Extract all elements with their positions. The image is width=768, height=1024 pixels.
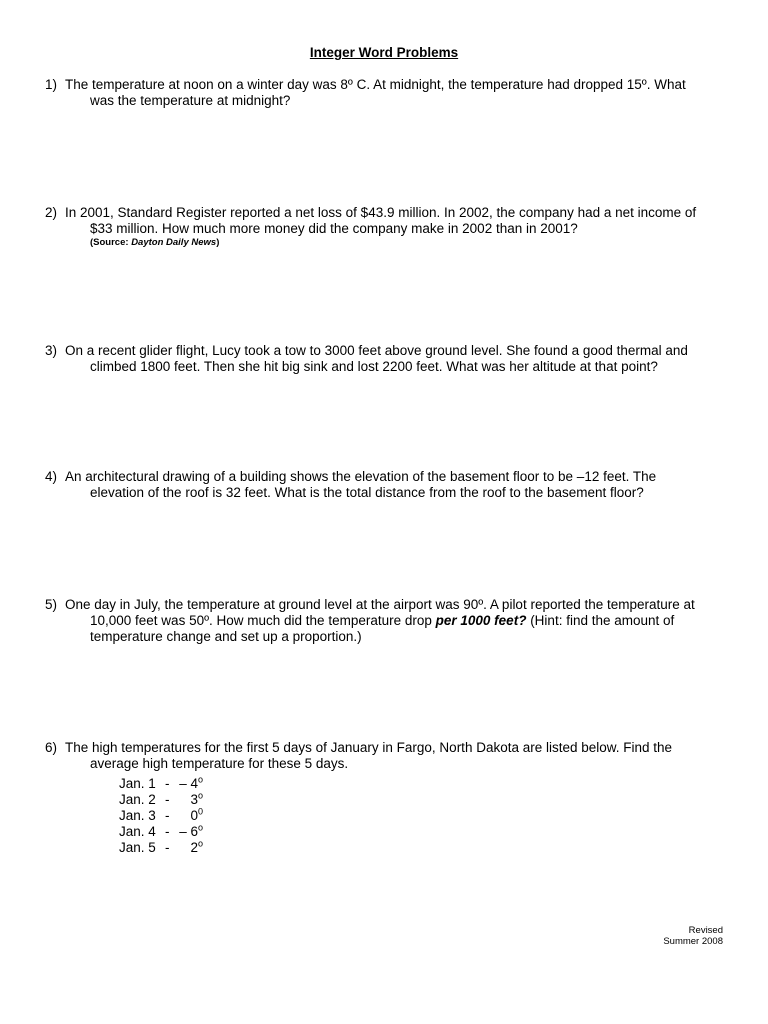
temperature-list [119,776,239,856]
source-close: ) [216,237,220,248]
temperature-row [119,808,239,824]
degree-mark: 0 [197,806,203,817]
problem-text-line: was the temperature at midnight? [90,93,291,108]
problem-text-line: The temperature at noon on a winter day was 8º C. At midnight, the temperature had dropped 15º. What [65,77,686,92]
problem-2 [45,205,735,249]
value-text: – 4 [179,776,198,791]
problem-5 [45,597,735,645]
problem-4 [45,469,735,501]
value-text: – 6 [179,824,198,839]
problem-number: 3) [45,343,58,358]
problem-text-line: climbed 1800 feet. Then she hit big sink and lost 2200 feet. What was her altitude at that point? [90,359,658,374]
problem-text-line: One day in July, the temperature at ground level at the airport was 90º. A pilot reported the temperature at [65,597,695,612]
temperature-row [119,840,239,856]
problem-text-segment: (Hint: find the amount of [526,613,675,628]
degree-mark: o [197,822,203,833]
degree-mark: o [197,838,203,849]
separator-dash: - [165,776,170,791]
source-citation [45,237,735,249]
source-label: (Source: [90,237,132,248]
value-text: 3 [190,792,198,807]
problem-text-line: temperature change and set up a proportion.) [90,629,362,644]
problem-text-line: In 2001, Standard Register reported a net loss of $43.9 million. In 2002, the company had a net income of [65,205,697,220]
separator-dash: - [165,808,170,823]
value-text: 0 [190,808,198,823]
revision-note [663,925,723,947]
degree-mark: o [197,774,203,785]
temperature-row [119,776,239,792]
temperature-row [119,792,239,808]
problem-text-segment: 10,000 feet was 50º. How much did the temperature drop [90,613,436,628]
temperature-row [119,824,239,840]
problem-number: 6) [45,740,58,755]
problem-3 [45,343,735,375]
day-label: Jan. 5 [119,840,156,855]
revision-date: Summer 2008 [663,936,723,947]
problem-number: 5) [45,597,58,612]
value-text: 2 [190,840,198,855]
problem-text-line [45,613,735,629]
day-label: Jan. 3 [119,808,156,823]
separator-dash: - [165,840,170,855]
problem-text-line: The high temperatures for the first 5 days of January in Fargo, North Dakota are listed below. Find the [65,740,673,755]
problem-1 [45,77,735,109]
separator-dash: - [165,824,170,839]
problem-text-line: On a recent glider flight, Lucy took a tow to 3000 feet above ground level. She found a good thermal and [65,343,688,358]
degree-mark: o [197,790,203,801]
temperature-value [190,840,203,856]
page-title: Integer Word Problems [309,45,459,60]
problem-number: 1) [45,77,58,92]
problem-6 [45,740,735,772]
problem-text-line: $33 million. How much more money did the company make in 2002 than in 2001? [90,221,578,236]
problem-number: 4) [45,469,58,484]
day-label: Jan. 4 [119,824,156,839]
source-publication: Dayton Daily News [131,237,217,248]
separator-dash: - [165,792,170,807]
problem-text-line: average high temperature for these 5 days. [90,756,349,771]
emphasis-text: per 1000 feet? [435,613,527,628]
problem-text-line: An architectural drawing of a building shows the elevation of the basement floor to be –12 feet. The [65,469,657,484]
problem-number: 2) [45,205,58,220]
day-label: Jan. 1 [119,776,156,791]
day-label: Jan. 2 [119,792,156,807]
problem-text-line: elevation of the roof is 32 feet. What is the total distance from the roof to the basement floor? [90,485,644,500]
revision-label: Revised [688,925,723,936]
